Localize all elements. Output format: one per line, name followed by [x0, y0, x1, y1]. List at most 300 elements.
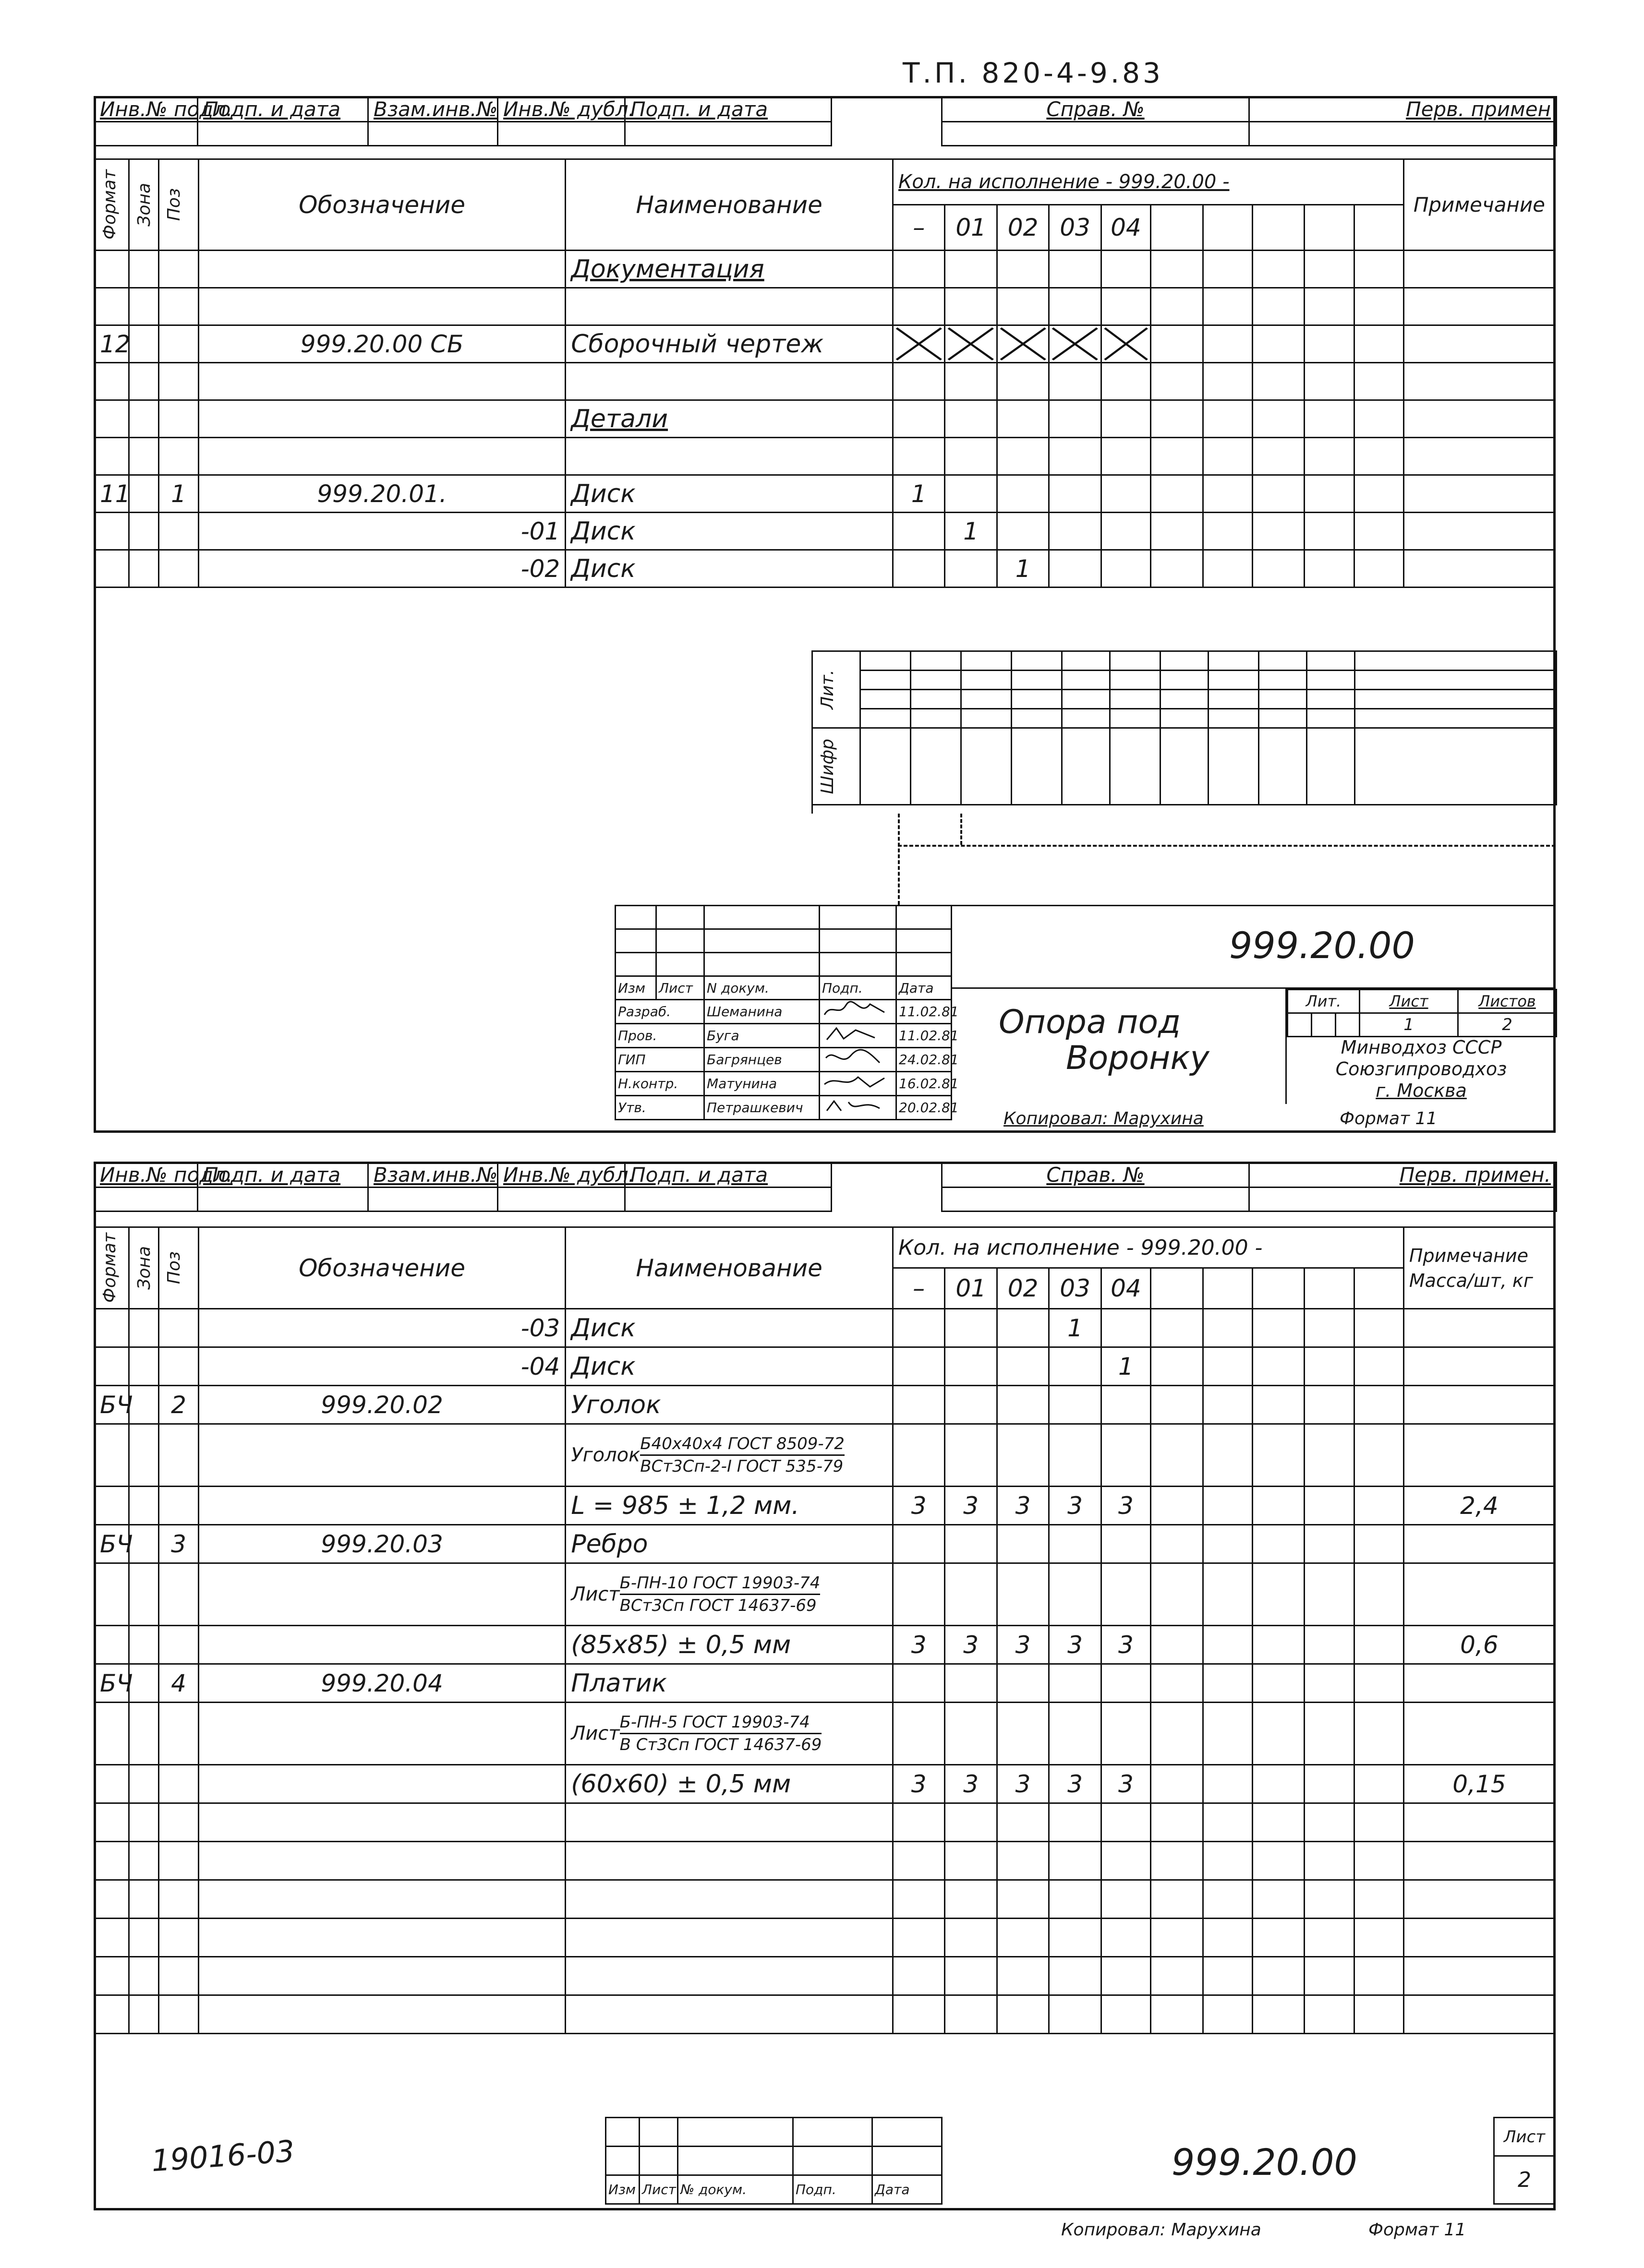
row-quantity-1: 3: [945, 1626, 997, 1664]
row-oboznachenie: [198, 438, 565, 475]
row-poz: [159, 550, 199, 588]
row-quantity-0: [893, 1563, 944, 1626]
row-oboznachenie: [198, 1563, 565, 1626]
sheet-1-lit-list-grid: [1287, 989, 1557, 1037]
row-quantity-1: [945, 1957, 997, 1995]
row-empty-variant: [1151, 1803, 1203, 1842]
row-empty-variant: [1203, 1487, 1252, 1525]
row-quantity-2: [997, 513, 1049, 550]
row-empty-variant: [1354, 513, 1403, 550]
row-naimenovanie: [566, 1957, 893, 1995]
row-quantity-4: [1101, 1386, 1150, 1424]
row-quantity-1: [945, 1919, 997, 1957]
primechanie-text: Примечание: [1409, 1245, 1528, 1266]
table-row: [95, 1995, 1555, 2034]
row-format: [95, 550, 129, 588]
row-naimenovanie: Сборочный чертеж: [566, 325, 893, 363]
row-quantity-4: 1: [1101, 1347, 1150, 1386]
n-dokum-label-2: № докум.: [678, 2175, 793, 2204]
vzam-inv-label: Взам.инв.№: [368, 97, 498, 122]
row-empty-variant: [1305, 363, 1354, 400]
material-label: Лист: [571, 1583, 620, 1606]
row-empty-variant: [1252, 1487, 1304, 1525]
material-profile: Б40х40х4 ГОСТ 8509-72: [640, 1433, 845, 1456]
row-empty-variant: [1203, 1626, 1252, 1664]
row-quantity-0: 3: [893, 1765, 944, 1803]
razrab-label: Разраб.: [616, 1000, 704, 1024]
gip-date: 24.02.81: [896, 1048, 952, 1072]
col-format-header-2: Формат: [95, 1227, 129, 1309]
row-empty-variant: [1151, 1703, 1203, 1765]
row-empty-variant: [1151, 400, 1203, 438]
row-format: [95, 1880, 129, 1919]
row-poz: [159, 1919, 199, 1957]
row-format: БЧ: [95, 1525, 129, 1563]
row-quantity-1: 3: [945, 1765, 997, 1803]
row-empty-variant: [1305, 1563, 1354, 1626]
izm-label-2: Изм: [606, 2175, 640, 2204]
row-zona: [129, 288, 159, 325]
row-empty-variant: [1151, 550, 1203, 588]
row-oboznachenie: [198, 1424, 565, 1487]
row-primechanie: [1403, 288, 1555, 325]
row-quantity-0: [893, 1995, 944, 2034]
razrab-signature: [820, 1000, 896, 1024]
row-quantity-3: [1049, 1347, 1101, 1386]
table-row: [95, 1309, 1555, 1347]
sheet-1-designation: 999.20.00: [1229, 924, 1415, 967]
row-poz: [159, 513, 199, 550]
row-empty-variant: [1252, 288, 1304, 325]
row-zona: [129, 550, 159, 588]
row-empty-variant: [1203, 1347, 1252, 1386]
row-naimenovanie: [566, 1919, 893, 1957]
row-quantity-4: [1101, 1803, 1150, 1842]
row-quantity-1: [945, 363, 997, 400]
row-zona: [129, 1347, 159, 1386]
podp-label-2: Подп.: [793, 2175, 872, 2204]
sheet-2-spec-table: [94, 1226, 1556, 2034]
sheet-2-sprav-stamp: [941, 1162, 1557, 1212]
row-empty-variant: [1354, 325, 1403, 363]
row-zona: [129, 251, 159, 288]
row-empty-variant: [1305, 1703, 1354, 1765]
row-primechanie: [1403, 1347, 1555, 1386]
col-naimenovanie-header: Наименование: [566, 159, 893, 251]
row-primechanie: [1403, 251, 1555, 288]
row-quantity-4: [1101, 1309, 1150, 1347]
row-format: [95, 1842, 129, 1880]
listov-value: 2: [1458, 1013, 1557, 1037]
row-oboznachenie: [198, 1487, 565, 1525]
row-empty-variant: [1203, 1309, 1252, 1347]
table-row: [95, 1424, 1555, 1487]
row-primechanie: [1403, 1957, 1555, 1995]
row-format: [95, 400, 129, 438]
row-empty-variant: [1252, 1703, 1304, 1765]
row-quantity-0: [893, 1309, 944, 1347]
row-empty-variant: [1151, 1995, 1203, 2034]
row-naimenovanie: Диск: [566, 475, 893, 513]
row-empty-variant: [1354, 1563, 1403, 1626]
row-quantity-1: [945, 1563, 997, 1626]
sheet-2-list-grid: [1493, 2117, 1556, 2205]
row-zona: [129, 1957, 159, 1995]
row-format: [95, 288, 129, 325]
col-zona-header: Зона: [129, 159, 159, 251]
row-quantity-1: [945, 550, 997, 588]
row-empty-variant: [1203, 550, 1252, 588]
row-quantity-0: [893, 1386, 944, 1424]
cross-mark-icon: [997, 325, 1049, 363]
row-quantity-0: [893, 400, 944, 438]
row-format: [95, 438, 129, 475]
list-header: Лист: [1360, 990, 1458, 1013]
row-empty-variant: [1354, 438, 1403, 475]
row-quantity-0: 3: [893, 1487, 944, 1525]
row-oboznachenie: 999.20.03: [198, 1525, 565, 1563]
row-empty-variant: [1252, 1626, 1304, 1664]
row-quantity-3: [1049, 1664, 1101, 1703]
row-empty-variant: [1305, 1626, 1354, 1664]
row-empty-variant: [1354, 1386, 1403, 1424]
dashed-guide-vertical-2: [960, 814, 962, 845]
row-quantity-4: [1101, 1842, 1150, 1880]
row-poz: [159, 325, 199, 363]
row-empty-variant: [1151, 325, 1203, 363]
row-quantity-2: [997, 1957, 1049, 1995]
row-quantity-3: [1049, 1424, 1101, 1487]
row-quantity-0: [893, 1842, 944, 1880]
org-line-2: Союзгипроводхоз: [1335, 1058, 1507, 1080]
row-quantity-4: [1101, 251, 1150, 288]
row-naimenovanie: [566, 438, 893, 475]
row-quantity-3: [1049, 1842, 1101, 1880]
row-poz: 3: [159, 1525, 199, 1563]
row-quantity-3: [1049, 1957, 1101, 1995]
row-empty-variant: [1203, 1842, 1252, 1880]
row-empty-variant: [1252, 1919, 1304, 1957]
material-label: Уголок: [571, 1444, 641, 1466]
cross-mark-icon: [1101, 325, 1150, 363]
row-quantity-4: [1101, 475, 1150, 513]
row-quantity-2: 3: [997, 1765, 1049, 1803]
row-empty-variant: [1252, 1957, 1304, 1995]
row-quantity-1: [945, 400, 997, 438]
row-empty-variant: [1354, 1880, 1403, 1919]
row-quantity-3: [1049, 475, 1101, 513]
row-format: [95, 1563, 129, 1626]
inv-dubl-label-2: Инв.№ дубл.: [498, 1163, 625, 1188]
row-quantity-2: [997, 1803, 1049, 1842]
col-oboznachenie-header: Обозначение: [198, 159, 565, 251]
row-naimenovanie: [566, 1803, 893, 1842]
row-quantity-4: [1101, 513, 1150, 550]
row-oboznachenie: [198, 1803, 565, 1842]
row-zona: [129, 1309, 159, 1347]
perv-primen-label: Перв. примен: [1249, 97, 1557, 122]
row-empty-variant: [1305, 1957, 1354, 1995]
row-quantity-3: 3: [1049, 1487, 1101, 1525]
row-primechanie: [1403, 1703, 1555, 1765]
row-quantity-0: 3: [893, 1626, 944, 1664]
row-quantity-1: [945, 1803, 997, 1842]
row-quantity-1: [945, 251, 997, 288]
row-empty-variant: [1354, 1919, 1403, 1957]
row-quantity-1: 1: [945, 513, 997, 550]
col-zona-header-2: Зона: [129, 1227, 159, 1309]
row-oboznachenie: [198, 1995, 565, 2034]
row-poz: [159, 288, 199, 325]
material-steel-grade: ВСт3Сп-2-I ГОСТ 535-79: [640, 1457, 844, 1476]
row-primechanie: [1403, 1919, 1555, 1957]
row-quantity-0: [893, 363, 944, 400]
row-poz: [159, 1626, 199, 1664]
row-quantity-3: [1049, 1995, 1101, 2034]
row-empty-variant: [1252, 1309, 1304, 1347]
utv-name: Петрашкевич: [704, 1096, 820, 1120]
row-empty-variant: [1151, 475, 1203, 513]
row-naimenovanie: [566, 363, 893, 400]
row-empty-variant: [1305, 1525, 1354, 1563]
row-format: [95, 1957, 129, 1995]
row-empty-variant: [1305, 550, 1354, 588]
row-poz: [159, 251, 199, 288]
row-naimenovanie: [566, 1995, 893, 2034]
sheet-1-lit-grid: [811, 650, 1557, 805]
inv-dubl-label: Инв.№ дубл.: [498, 97, 625, 122]
archive-number: 19016-03: [150, 2133, 296, 2179]
row-oboznachenie: [198, 1880, 565, 1919]
lit-header: Лит.: [1288, 990, 1360, 1013]
row-format: [95, 513, 129, 550]
document-code: Т.П. 820-4-9.83: [903, 57, 1163, 89]
row-quantity-3: [1049, 400, 1101, 438]
row-empty-variant: [1203, 513, 1252, 550]
row-quantity-4: [1101, 400, 1150, 438]
row-quantity-3: [1049, 363, 1101, 400]
row-primechanie: [1403, 1842, 1555, 1880]
row-quantity-1: [945, 288, 997, 325]
row-empty-variant: [1203, 1424, 1252, 1487]
row-quantity-2: 1: [997, 550, 1049, 588]
row-poz: [159, 363, 199, 400]
row-empty-variant: [1354, 1424, 1403, 1487]
variant-base-2: –: [893, 1268, 944, 1309]
row-format: [95, 1424, 129, 1487]
vzam-inv-label-2: Взам.инв.№: [368, 1163, 498, 1188]
row-quantity-0: [893, 1880, 944, 1919]
row-zona: [129, 1765, 159, 1803]
row-naimenovanie: [566, 1424, 893, 1487]
row-quantity-1: [945, 438, 997, 475]
row-primechanie: [1403, 363, 1555, 400]
sheet-2-format: Формат 11: [1368, 2220, 1466, 2240]
utv-date: 20.02.81: [896, 1096, 952, 1120]
row-empty-variant: [1151, 1919, 1203, 1957]
row-empty-variant: [1203, 1525, 1252, 1563]
podp-data-label: Подп. и дата: [198, 97, 368, 122]
material-profile: Б-ПН-10 ГОСТ 19903-74: [620, 1572, 821, 1595]
row-empty-variant: [1305, 1347, 1354, 1386]
row-naimenovanie: [566, 1842, 893, 1880]
sheet-1-format: Формат 11: [1340, 1109, 1438, 1128]
row-empty-variant: [1151, 251, 1203, 288]
row-zona: [129, 1424, 159, 1487]
row-zona: [129, 1525, 159, 1563]
row-quantity-0: [893, 1957, 944, 1995]
row-poz: [159, 1880, 199, 1919]
row-zona: [129, 1626, 159, 1664]
row-quantity-3: [1049, 1386, 1101, 1424]
row-empty-variant: [1151, 1664, 1203, 1703]
variant-01-2: 01: [945, 1268, 997, 1309]
table-row: [95, 513, 1555, 550]
row-quantity-0: 1: [893, 475, 944, 513]
row-empty-variant: [1252, 475, 1304, 513]
row-quantity-1: [945, 1880, 997, 1919]
row-quantity-0: [893, 1525, 944, 1563]
row-empty-variant: [1354, 288, 1403, 325]
row-quantity-3: [1049, 251, 1101, 288]
row-empty-variant: [1305, 1842, 1354, 1880]
row-empty-variant: [1252, 550, 1304, 588]
row-empty-variant: [1305, 1424, 1354, 1487]
org-line-3: г. Москва: [1376, 1080, 1467, 1101]
row-empty-variant: [1203, 1880, 1252, 1919]
row-quantity-3: [1049, 1919, 1101, 1957]
row-empty-variant: [1305, 1386, 1354, 1424]
row-oboznachenie: -02: [198, 550, 565, 588]
sheet-1-spec-table: [94, 158, 1556, 588]
row-naimenovanie: Платик: [566, 1664, 893, 1703]
row-naimenovanie: Ребро: [566, 1525, 893, 1563]
material-steel-grade: ВСт3Сп ГОСТ 14637-69: [619, 1596, 817, 1615]
row-quantity-0: [893, 1803, 944, 1842]
row-empty-variant: [1354, 1487, 1403, 1525]
row-primechanie: 2,4: [1403, 1487, 1555, 1525]
list-label: Лист: [656, 976, 704, 1000]
row-empty-variant: [1305, 288, 1354, 325]
row-empty-variant: [1151, 1880, 1203, 1919]
row-poz: [159, 1803, 199, 1842]
row-poz: [159, 1703, 199, 1765]
row-empty-variant: [1151, 438, 1203, 475]
row-empty-variant: [1151, 513, 1203, 550]
row-quantity-1: [945, 1347, 997, 1386]
row-empty-variant: [1252, 438, 1304, 475]
col-oboznachenie-header-2: Обозначение: [198, 1227, 565, 1309]
row-empty-variant: [1203, 325, 1252, 363]
col-primechanie-header: Примечание: [1403, 159, 1555, 251]
row-empty-variant: [1252, 1803, 1304, 1842]
row-format: [95, 1626, 129, 1664]
row-quantity-2: [997, 363, 1049, 400]
row-quantity-2: 3: [997, 1487, 1049, 1525]
row-quantity-3: 1: [1049, 1309, 1101, 1347]
table-row: [95, 1919, 1555, 1957]
row-empty-variant: [1252, 513, 1304, 550]
row-quantity-0: [893, 1347, 944, 1386]
row-empty-variant: [1151, 1563, 1203, 1626]
row-naimenovanie: (85х85) ± 0,5 мм: [566, 1626, 893, 1664]
row-format: [95, 1995, 129, 2034]
dashed-guide-vertical-1: [898, 814, 900, 905]
row-empty-variant: [1252, 1424, 1304, 1487]
row-quantity-0: [893, 513, 944, 550]
row-quantity-4: 3: [1101, 1487, 1150, 1525]
row-quantity-2: [997, 1919, 1049, 1957]
row-oboznachenie: [198, 1919, 565, 1957]
row-empty-variant: [1252, 1347, 1304, 1386]
row-quantity-4: [1101, 1880, 1150, 1919]
inv-podl-label: Инв.№ подл.: [95, 97, 198, 122]
row-empty-variant: [1252, 1525, 1304, 1563]
row-quantity-4: [1101, 1563, 1150, 1626]
row-zona: [129, 1995, 159, 2034]
table-row: [95, 363, 1555, 400]
col-primechanie-header-2: [1403, 1227, 1555, 1309]
row-quantity-0: [893, 1424, 944, 1487]
row-empty-variant: [1151, 1487, 1203, 1525]
row-primechanie: [1403, 1309, 1555, 1347]
row-empty-variant: [1305, 251, 1354, 288]
row-format: 11: [95, 475, 129, 513]
row-empty-variant: [1151, 1765, 1203, 1803]
cross-mark-icon: [893, 325, 944, 363]
row-empty-variant: [1252, 1842, 1304, 1880]
row-empty-variant: [1203, 251, 1252, 288]
table-row: [95, 475, 1555, 513]
sprav-label-2: Справ. №: [942, 1163, 1249, 1188]
row-empty-variant: [1203, 1957, 1252, 1995]
row-empty-variant: [1305, 1919, 1354, 1957]
row-empty-variant: [1354, 1957, 1403, 1995]
row-primechanie: [1403, 513, 1555, 550]
material-steel-grade: В Ст3Сп ГОСТ 14637-69: [619, 1735, 822, 1754]
row-zona: [129, 1880, 159, 1919]
row-zona: [129, 438, 159, 475]
row-quantity-2: [997, 1703, 1049, 1765]
row-poz: [159, 1309, 199, 1347]
row-quantity-4: [1101, 438, 1150, 475]
table-row: [95, 550, 1555, 588]
row-empty-variant: [1305, 1803, 1354, 1842]
podp-label: Подп.: [820, 976, 896, 1000]
sheet-1-top-stamp: [94, 96, 832, 146]
row-quantity-4: [1101, 1703, 1150, 1765]
row-quantity-1: [945, 1525, 997, 1563]
data-label: Дата: [896, 976, 952, 1000]
row-empty-variant: [1252, 1386, 1304, 1424]
row-quantity-1: [945, 1995, 997, 2034]
row-quantity-1: [945, 1386, 997, 1424]
row-quantity-3: [1049, 1525, 1101, 1563]
org-line-1: Минводхоз СССР: [1341, 1037, 1502, 1058]
row-format: [95, 1765, 129, 1803]
row-empty-variant: [1305, 1309, 1354, 1347]
row-naimenovanie: [566, 1880, 893, 1919]
row-quantity-4: [1101, 1919, 1150, 1957]
table-row: [95, 1803, 1555, 1842]
row-quantity-0: [893, 1703, 944, 1765]
row-quantity-3: [1049, 550, 1101, 588]
podp-data-2-label-2: Подп. и дата: [625, 1163, 832, 1188]
row-oboznachenie: 999.20.01.: [198, 475, 565, 513]
table-row: [95, 438, 1555, 475]
row-empty-variant: [1203, 363, 1252, 400]
col-naimenovanie-header-2: Наименование: [566, 1227, 893, 1309]
